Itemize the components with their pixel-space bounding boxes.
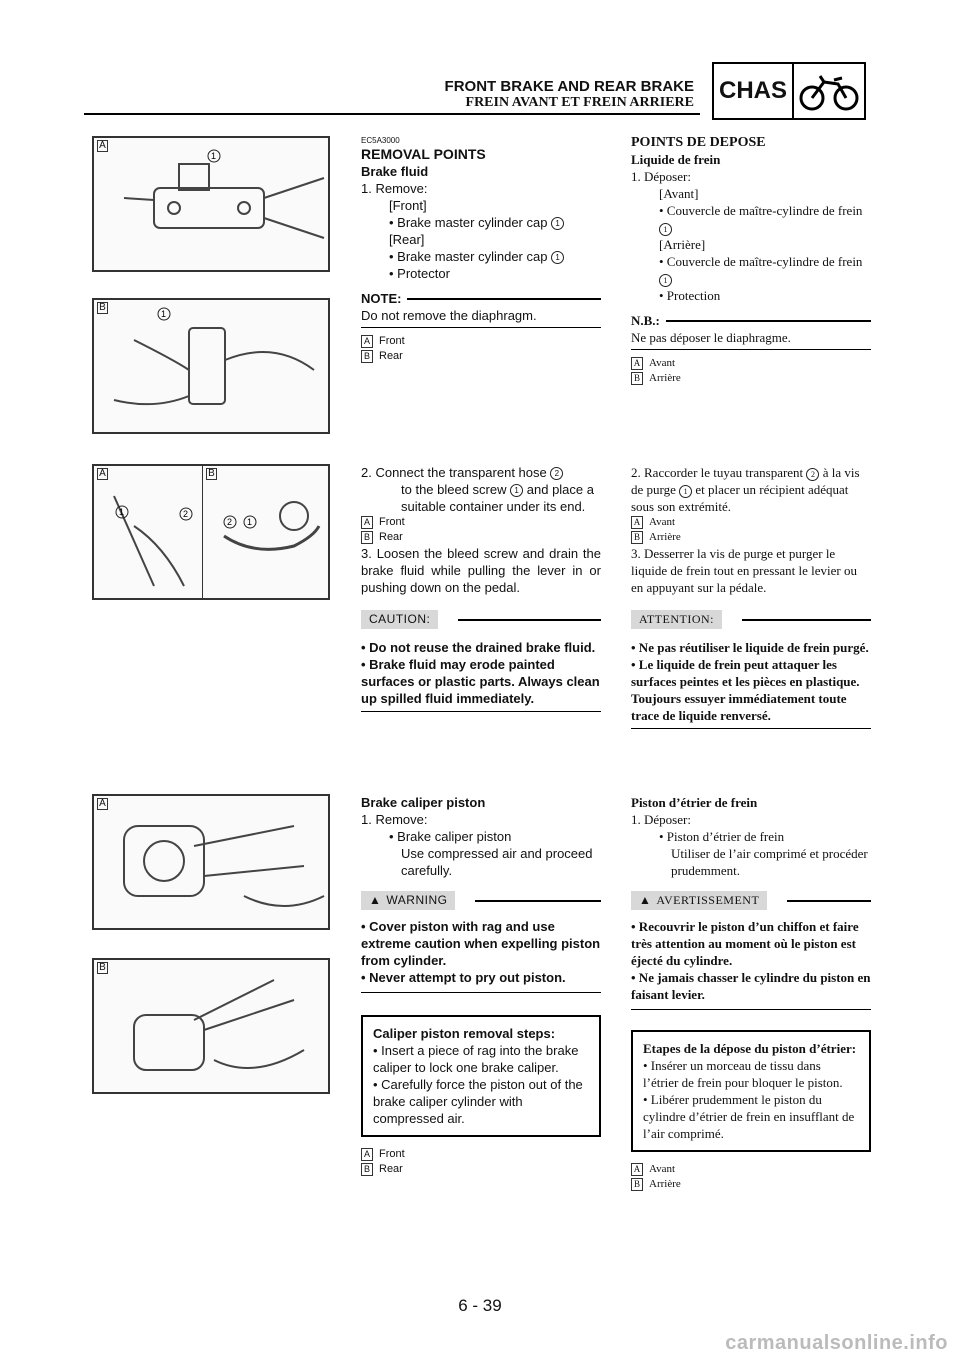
fr-note-rule xyxy=(631,349,871,350)
fr-caution-header: ATTENTION: xyxy=(631,610,871,629)
fr-legend-rear: B Arrière xyxy=(631,1177,871,1192)
en-note-header: NOTE: xyxy=(361,290,601,307)
figure-tag: A xyxy=(97,798,108,810)
en-subheading-2: Brake caliper piston xyxy=(361,795,486,810)
fr-warning-rule xyxy=(631,1009,871,1010)
fr-piston-step-1: 1. Déposer: xyxy=(631,812,691,827)
callout-1: 1 xyxy=(211,151,217,161)
callout-2: 2 xyxy=(183,509,189,519)
figure-master-cylinder-front xyxy=(92,136,330,272)
header-rule xyxy=(84,113,700,115)
section-badge-divider xyxy=(792,62,794,120)
en-warning-rule xyxy=(361,992,601,993)
fr-note-header: N.B.: xyxy=(631,312,871,329)
figure-caliper-piston-a xyxy=(92,794,330,930)
en-note-text: Do not remove the diaphragm. xyxy=(361,308,537,323)
en-legend-rear: B Rear xyxy=(361,1162,601,1177)
en-caution-header: CAUTION: xyxy=(361,610,601,629)
fr-step-1: 1. Déposer: xyxy=(631,169,691,184)
en-piston-text: Use compressed air and proceed carefully. xyxy=(401,846,593,878)
fr-front: [Avant] xyxy=(659,186,699,201)
header-title-en: FRONT BRAKE AND REAR BRAKE xyxy=(444,78,694,95)
fr-subheading-2: Piston d’étrier de frein xyxy=(631,795,758,810)
motorcycle-icon xyxy=(798,68,860,114)
caliper-illustration-a xyxy=(94,796,328,928)
bleed-hose-illustration xyxy=(94,466,328,598)
en-bleeding-steps xyxy=(361,464,601,712)
en-removal-points xyxy=(361,136,601,364)
en-heading: REMOVAL POINTS xyxy=(361,146,486,162)
fr-piston-text: Utiliser de l’air comprimé et procéder prudemment. xyxy=(671,846,868,878)
fr-warning-header: ▲ AVERTISSEMENT xyxy=(631,891,871,910)
fr-subheading: Liquide de frein xyxy=(631,152,721,167)
callout-2: 2 xyxy=(227,517,233,527)
warning-icon: ▲ xyxy=(369,893,382,907)
fr-box-title: Etapes de la dépose du piston d’étrier: xyxy=(643,1041,857,1056)
en-rear: [Rear] xyxy=(389,232,425,247)
fr-protector: • Protection xyxy=(659,288,721,303)
fr-steps-box xyxy=(631,1030,871,1152)
en-step-3: 3. Loosen the bleed screw and drain the brake fluid while pulling the lever in or pushing down on the pedal. xyxy=(361,546,601,595)
en-front: [Front] xyxy=(389,198,427,213)
figure-bleed-hose xyxy=(92,464,330,600)
en-step-2-cont: to the bleed screw 1 and place a suitable container under its end. xyxy=(401,482,594,514)
en-legend-front: A Front xyxy=(361,515,601,530)
fr-step-2: 2. Raccorder le tuyau transparent 2 à la vis de purge 1 et placer un récipient adéquat sous son extrémité. xyxy=(631,465,860,514)
fr-warning-1: • Recouvrir le piston d’un chiffon et faire très attention au moment où le piston est éjecté du cylindre. xyxy=(631,919,859,968)
fr-caution-1: • Ne pas réutiliser le liquide de frein purgé. xyxy=(631,640,869,655)
section-code: EC5A3000 xyxy=(361,136,400,145)
callout-1: 1 xyxy=(119,507,125,517)
en-piston-item: • Brake caliper piston xyxy=(389,829,512,844)
fr-bleeding-steps xyxy=(631,464,871,729)
master-cylinder-illustration xyxy=(94,138,328,270)
figure-tag: B xyxy=(97,962,108,974)
en-warning-2: • Never attempt to pry out piston. xyxy=(361,970,566,985)
en-caution-1: • Do not reuse the drained brake fluid. xyxy=(361,640,596,655)
en-warning-1: • Cover piston with rag and use extreme caution when expelling piston from cylinder. xyxy=(361,919,601,968)
en-legend-front: A Front xyxy=(361,334,601,349)
en-caution-2: • Brake fluid may erode painted surfaces or plastic parts. Always clean up spilled fluid immediately. xyxy=(361,657,600,706)
figure-tag: B xyxy=(206,468,217,480)
en-note-rule xyxy=(361,327,601,328)
fr-step-3: 3. Desserrer la vis de purge et purger le liquide de frein tout en pressant le levier ou en appuyant sur la pédale. xyxy=(631,546,857,595)
fr-caution-2: • Le liquide de frein peut attaquer les surfaces peintes et les pièces en plastique. Toujours essuyer immédiatement toute trace de liquide renversé. xyxy=(631,657,860,723)
fr-box-1: • Insérer un morceau de tissu dans l’étrier de frein pour bloquer le piston. xyxy=(643,1058,843,1090)
header-title-fr: FREIN AVANT ET FREIN ARRIERE xyxy=(465,95,694,110)
en-legend-rear: B Rear xyxy=(361,349,601,364)
en-protector: • Protector xyxy=(389,266,450,281)
figure-tag: B xyxy=(97,302,108,314)
callout-1: 1 xyxy=(161,309,167,319)
figure-divider xyxy=(202,466,203,598)
en-front-item: • Brake master cylinder cap 1 xyxy=(361,214,601,231)
fr-legend-front: A Avant xyxy=(631,1162,871,1177)
fr-legend-front: A Avant xyxy=(631,515,871,530)
en-step-1: 1. Remove: xyxy=(361,181,428,196)
fr-legend-front: A Avant xyxy=(631,356,871,371)
en-subheading: Brake fluid xyxy=(361,164,429,179)
watermark: carmanualsonline.info xyxy=(725,1332,948,1354)
figure-tag: A xyxy=(97,140,108,152)
fr-caliper-piston xyxy=(631,794,871,1192)
en-caution-rule xyxy=(361,711,601,712)
fr-rear-item: • Couvercle de maître-cylindre de frein 1 xyxy=(659,254,863,285)
fr-note-text: Ne pas déposer le diaphragme. xyxy=(631,330,791,345)
section-label: CHAS xyxy=(718,77,787,104)
en-piston-step-1: 1. Remove: xyxy=(361,812,428,827)
fr-legend-rear: B Arrière xyxy=(631,371,871,386)
figure-caliper-piston-b xyxy=(92,958,330,1094)
rear-cylinder-illustration xyxy=(94,300,328,432)
fr-box-2: • Libérer prudemment le piston du cylindre d’étrier de frein en insufflant de l’air comprimé. xyxy=(643,1092,855,1141)
en-box-1: • Insert a piece of rag into the brake caliper to lock one brake caliper. xyxy=(373,1043,579,1075)
en-step-2: 2. Connect the transparent hose 2 xyxy=(361,464,601,481)
fr-legend-rear: B Arrière xyxy=(631,530,871,545)
en-legend-front: A Front xyxy=(361,1147,601,1162)
en-box-2: • Carefully force the piston out of the brake caliper cylinder with compressed air. xyxy=(373,1077,583,1126)
warning-icon: ▲ xyxy=(639,893,652,907)
figure-tag: A xyxy=(97,468,108,480)
en-legend-rear: B Rear xyxy=(361,530,601,545)
page-number: 6 - 39 xyxy=(458,1296,502,1315)
fr-rear: [Arrière] xyxy=(659,237,706,252)
en-caliper-piston xyxy=(361,794,601,1177)
fr-front-item: • Couvercle de maître-cylindre de frein 1 xyxy=(659,203,863,234)
fr-warning-2: • Ne jamais chasser le cylindre du piston en faisant levier. xyxy=(631,970,871,1002)
en-steps-box xyxy=(361,1015,601,1137)
callout-1: 1 xyxy=(247,517,253,527)
en-warning-header: ▲ WARNING xyxy=(361,891,601,910)
figure-master-cylinder-rear xyxy=(92,298,330,434)
en-box-title: Caliper piston removal steps: xyxy=(373,1026,556,1041)
fr-piston-item: • Piston d’étrier de frein xyxy=(659,829,785,844)
caliper-illustration-b xyxy=(94,960,328,1092)
fr-heading: POINTS DE DEPOSE xyxy=(631,135,766,150)
fr-removal-points xyxy=(631,134,871,386)
en-rear-item: • Brake master cylinder cap 1 xyxy=(361,248,601,265)
fr-caution-rule xyxy=(631,728,871,729)
